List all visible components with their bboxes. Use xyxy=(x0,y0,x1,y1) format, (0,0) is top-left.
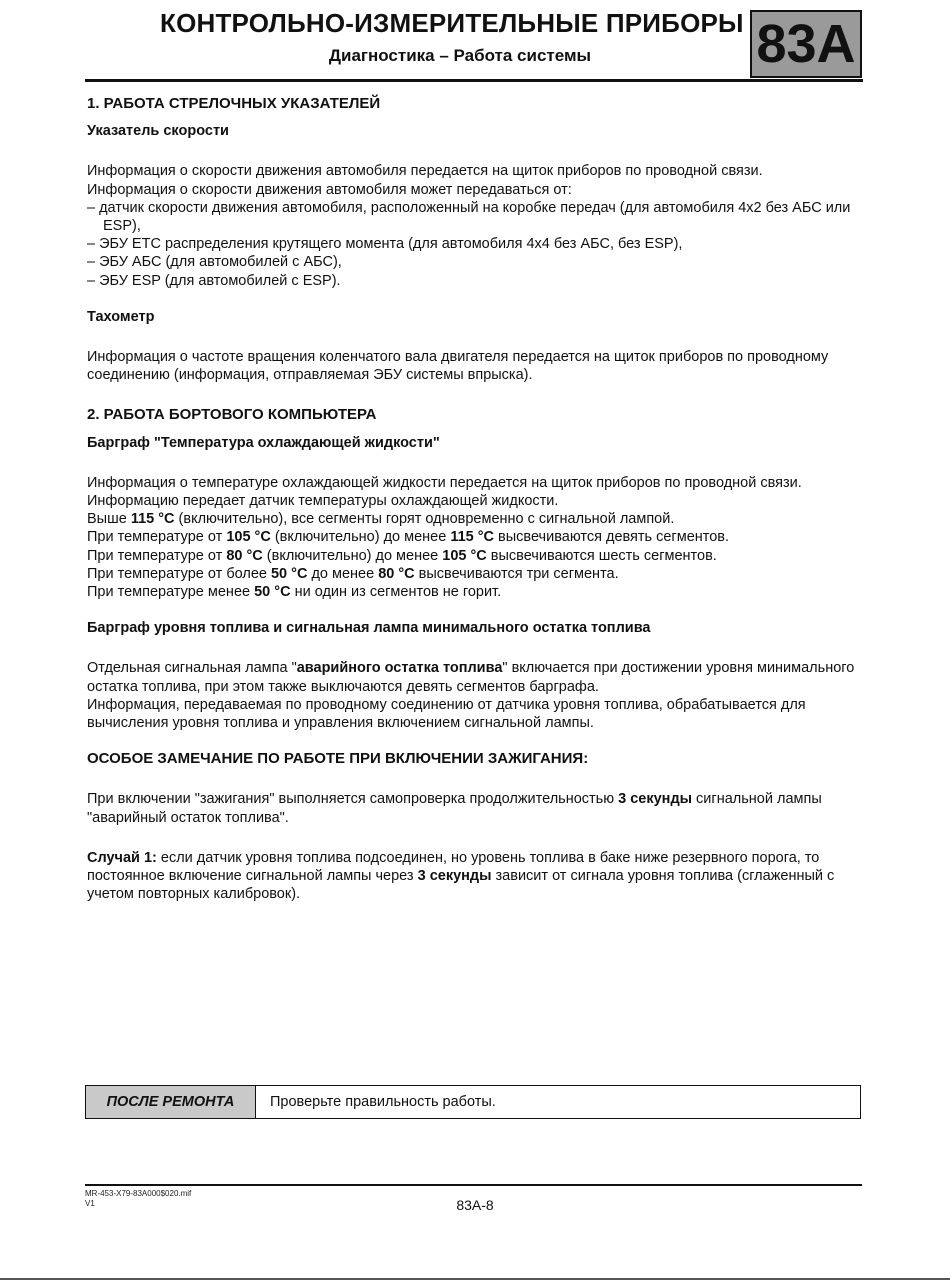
document-reference: MR-453-X79-83A000$020.mif xyxy=(85,1189,192,1198)
speed-paragraph-1: Информация о скорости движения автомобиля передается на щиток приборов по проводной связи. xyxy=(87,163,763,180)
after-repair-label: ПОСЛЕ РЕМОНТА xyxy=(86,1086,256,1118)
fuel-paragraph-1: Отдельная сигнальная лампа "аварийного остатка топлива" включается при достижении уровня минимального остатка топлива, при этом также выключаются девять сегментов барграфа. xyxy=(87,660,855,695)
tacho-paragraph: Информация о частоте вращения коленчатого вала двигателя передается на щиток приборов по проводному соединению (информация, отправляемая ЭБУ системы впрыска). xyxy=(87,349,829,384)
tachometer-title: Тахометр xyxy=(87,308,155,325)
fuel-paragraph-2: Информация, передаваемая по проводному соединению от датчика уровня топлива, обрабатывается для вычисления уровня топлива и управления включением сигнальной лампы. xyxy=(87,696,806,732)
section-2-heading: 2. РАБОТА БОРТОВОГО КОМПЬЮТЕРА xyxy=(87,406,377,424)
page-title: КОНТРОЛЬНО-ИЗМЕРИТЕЛЬНЫЕ ПРИБОРЫ xyxy=(160,8,744,38)
page-subtitle: Диагностика – Работа системы xyxy=(328,46,592,65)
speed-source-item: – ЭБУ ЕТС распределения крутящего момента (для автомобиля 4x4 без АБС, без ESP), xyxy=(87,236,683,253)
speed-source-item: – датчик скорости движения автомобиля, расположенный на коробке передач (для автомобиля 4x2 без АБС или ESP), xyxy=(87,199,851,235)
speed-paragraph-2: Информация о скорости движения автомобиля может передаваться от: xyxy=(87,181,572,198)
document-version: V1 xyxy=(85,1199,95,1208)
coolant-paragraph-1: Информация о температуре охлаждающей жидкости передается на щиток приборов по проводной связи. xyxy=(87,474,802,491)
speedometer-title: Указатель скорости xyxy=(87,123,229,140)
fuel-bargraph-title: Барграф уровня топлива и сигнальная лампа минимального остатка топлива xyxy=(87,620,651,637)
coolant-rule-2: При температуре от 105 °C (включительно) до менее 115 °C высвечиваются девять сегментов. xyxy=(87,529,730,546)
footer-reference xyxy=(85,1189,191,1209)
after-repair-table xyxy=(85,1085,861,1119)
section-1-heading: 1. РАБОТА СТРЕЛОЧНЫХ УКАЗАТЕЛЕЙ xyxy=(87,95,381,112)
header-divider xyxy=(85,79,863,82)
page-number: 83A-8 xyxy=(456,1197,494,1213)
speed-source-item: – ЭБУ АБС (для автомобилей с АБС), xyxy=(87,254,342,271)
speed-source-item: – ЭБУ ESP (для автомобилей с ESP). xyxy=(87,272,341,289)
case-1-paragraph: Случай 1: если датчик уровня топлива подсоединен, но уровень топлива в баке ниже резервного порога, то постоянное включение сигнальной лампы через 3 секунды зависит от сигнала уровня топлива (сглаженный с учетом повторных калибровок). xyxy=(87,849,835,903)
document-body xyxy=(87,95,862,904)
scan-edge-line xyxy=(0,1278,950,1280)
special-note-heading: ОСОБОЕ ЗАМЕЧАНИЕ ПО РАБОТЕ ПРИ ВКЛЮЧЕНИИ ЗАЖИГАНИЯ: xyxy=(87,750,589,768)
chapter-badge: 83A xyxy=(750,10,862,78)
coolant-paragraph-2: Информацию передает датчик температуры охлаждающей жидкости. xyxy=(87,493,559,510)
special-paragraph: При включении "зажигания" выполняется самопроверка продолжительностью 3 секунды сигнальной лампы "аварийный остаток топлива". xyxy=(87,791,822,826)
coolant-rule-5: При температуре менее 50 °C ни один из сегментов не горит. xyxy=(87,584,502,601)
coolant-bargraph-title: Барграф "Температура охлаждающей жидкости" xyxy=(87,434,440,451)
coolant-rule-3: При температуре от 80 °C (включительно) до менее 105 °C высвечиваются шесть сегментов. xyxy=(87,547,717,564)
coolant-rule-4: При температуре от более 50 °C до менее 80 °C высвечиваются три сегмента. xyxy=(87,565,619,582)
after-repair-text: Проверьте правильность работы. xyxy=(270,1094,496,1110)
footer-divider xyxy=(85,1184,862,1186)
coolant-rule-1: Выше 115 °C (включительно), все сегменты горят одновременно с сигнальной лампой. xyxy=(87,511,675,528)
